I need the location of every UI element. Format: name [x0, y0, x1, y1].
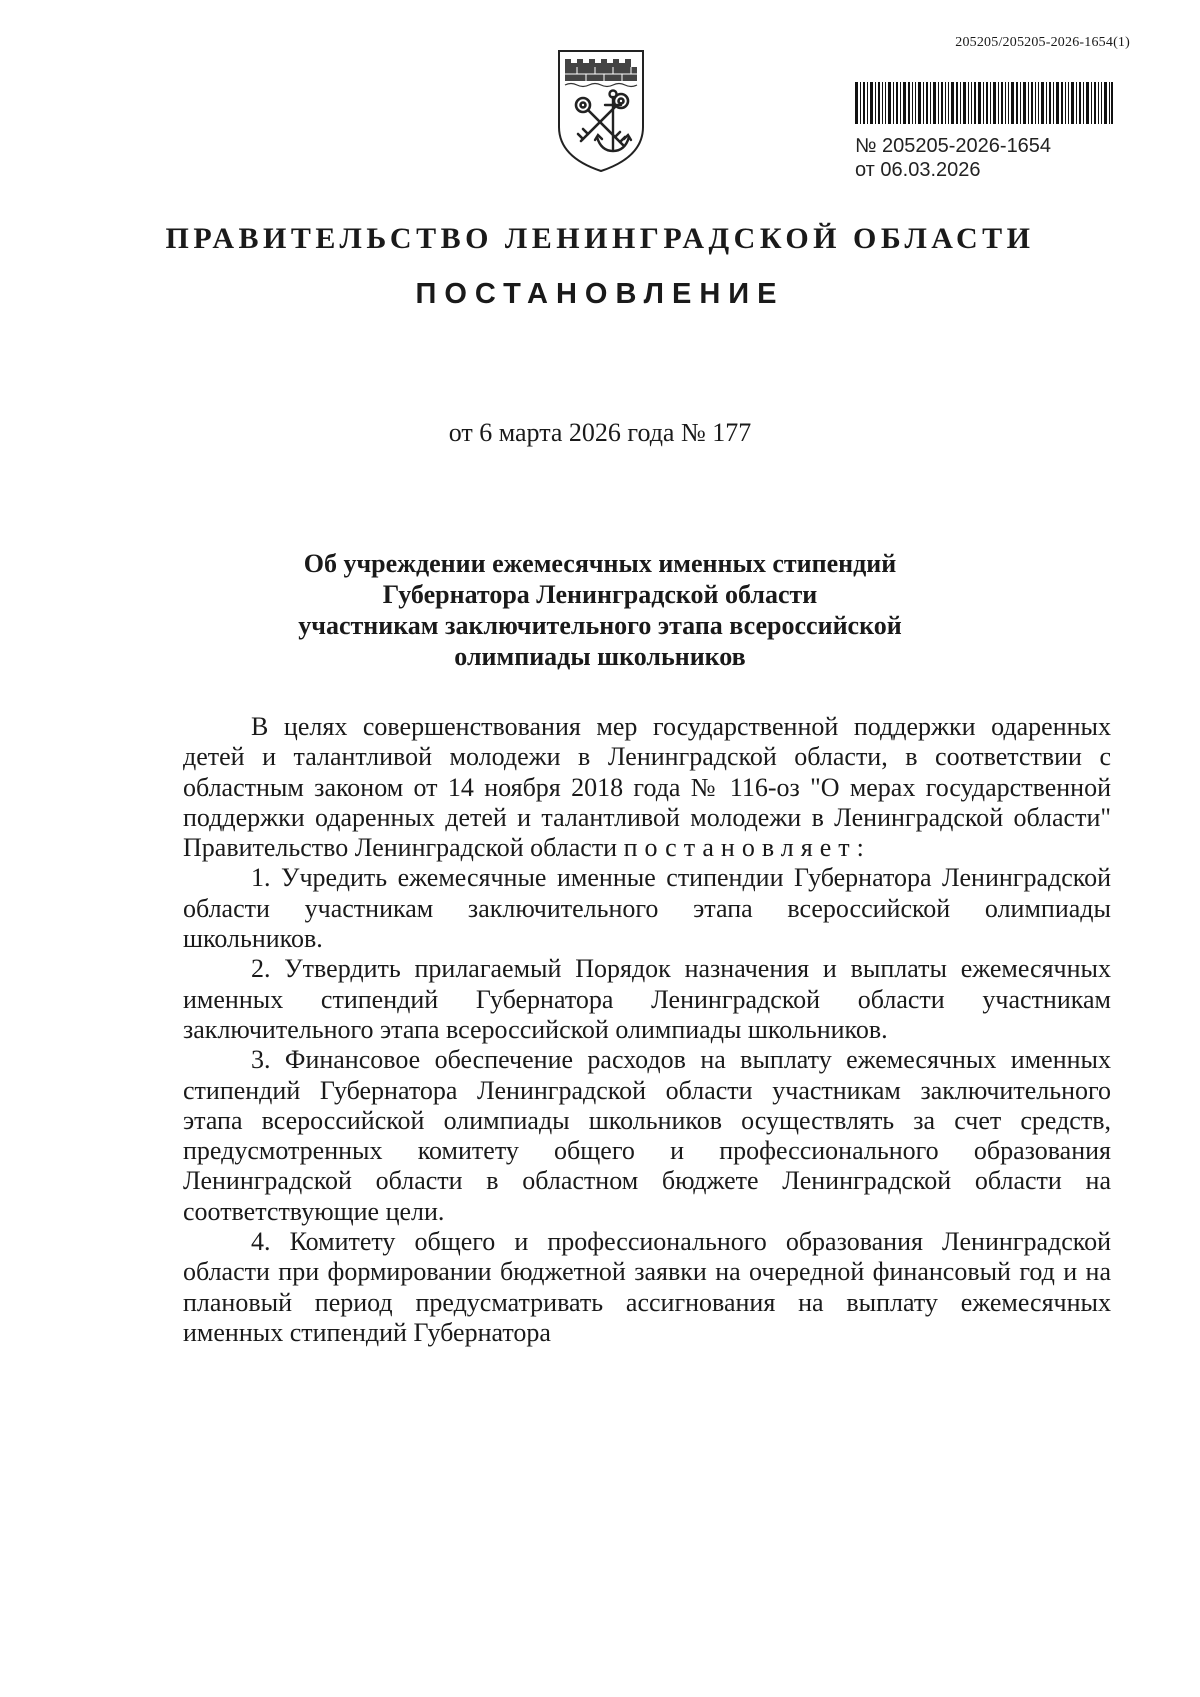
registration-number: № 205205-2026-1654 [855, 135, 1052, 157]
document-type-heading: ПОСТАНОВЛЕНИЕ [415, 278, 785, 310]
subject-line: Губернатора Ленинградской области [382, 580, 818, 609]
clause-1: 1. Учредить ежемесячные именные стипендии Губернатора Ленинградской области участникам заключительного этапа всероссийской олимпиады школьников. [183, 863, 1111, 954]
clause-3: 3. Финансовое обеспечение расходов на выплату ежемесячных именных стипендий Губернатора Ленинградской области участникам заключительного этапа всероссийской олимпиады школьников осуществлять за счет средств, предусмотренных комитету общего и профессионального образования Ленинградской области в областном бюджете Ленинградской области на соответствующие цели. [183, 1045, 1111, 1226]
clause-2: 2. Утвердить прилагаемый Порядок назначения и выплаты ежемесячных именных стипендий Губернатора Ленинградской области участникам заключительного этапа всероссийской олимпиады школьников. [183, 954, 1111, 1044]
document-code: 205205/205205-2026-1654(1) [955, 35, 1130, 50]
document-subject [0, 548, 1200, 672]
subject-line: Об учреждении ежемесячных именных стипендий [303, 549, 897, 578]
barcode-icon [855, 82, 1113, 124]
issuer-title: ПРАВИТЕЛЬСТВО ЛЕНИНГРАДСКОЙ ОБЛАСТИ [165, 222, 1035, 255]
subject-line: участникам заключительного этапа всероссийской [298, 611, 902, 640]
document-body [183, 712, 1111, 1348]
clause-4: 4. Комитету общего и профессионального образования Ленинградской области при формировании бюджетной заявки на очередной финансовый год и на плановый период предусматривать ассигнования на выплату ежемесячных именных стипендий Губернатора [183, 1227, 1111, 1347]
registration-block [855, 82, 1115, 182]
resolves-word: постановляет: [623, 833, 871, 863]
preamble-paragraph [183, 712, 1111, 863]
subject-line: олимпиады школьников [454, 642, 746, 671]
preamble-text: В целях совершенствования мер государственной поддержки одаренных детей и талантливой молодежи в Ленинградской области, в соответствии с областным законом от 14 ноября 2018 года № 116-оз "О мерах государственной поддержки одаренных детей и талантливой молодежи в Ленинградской области" Правительство Ленинградской области [183, 712, 1111, 863]
document-date-number: от 6 марта 2026 года № 177 [448, 418, 752, 447]
registration-date: от 06.03.2026 [855, 159, 981, 181]
coat-of-arms-icon [553, 45, 649, 175]
